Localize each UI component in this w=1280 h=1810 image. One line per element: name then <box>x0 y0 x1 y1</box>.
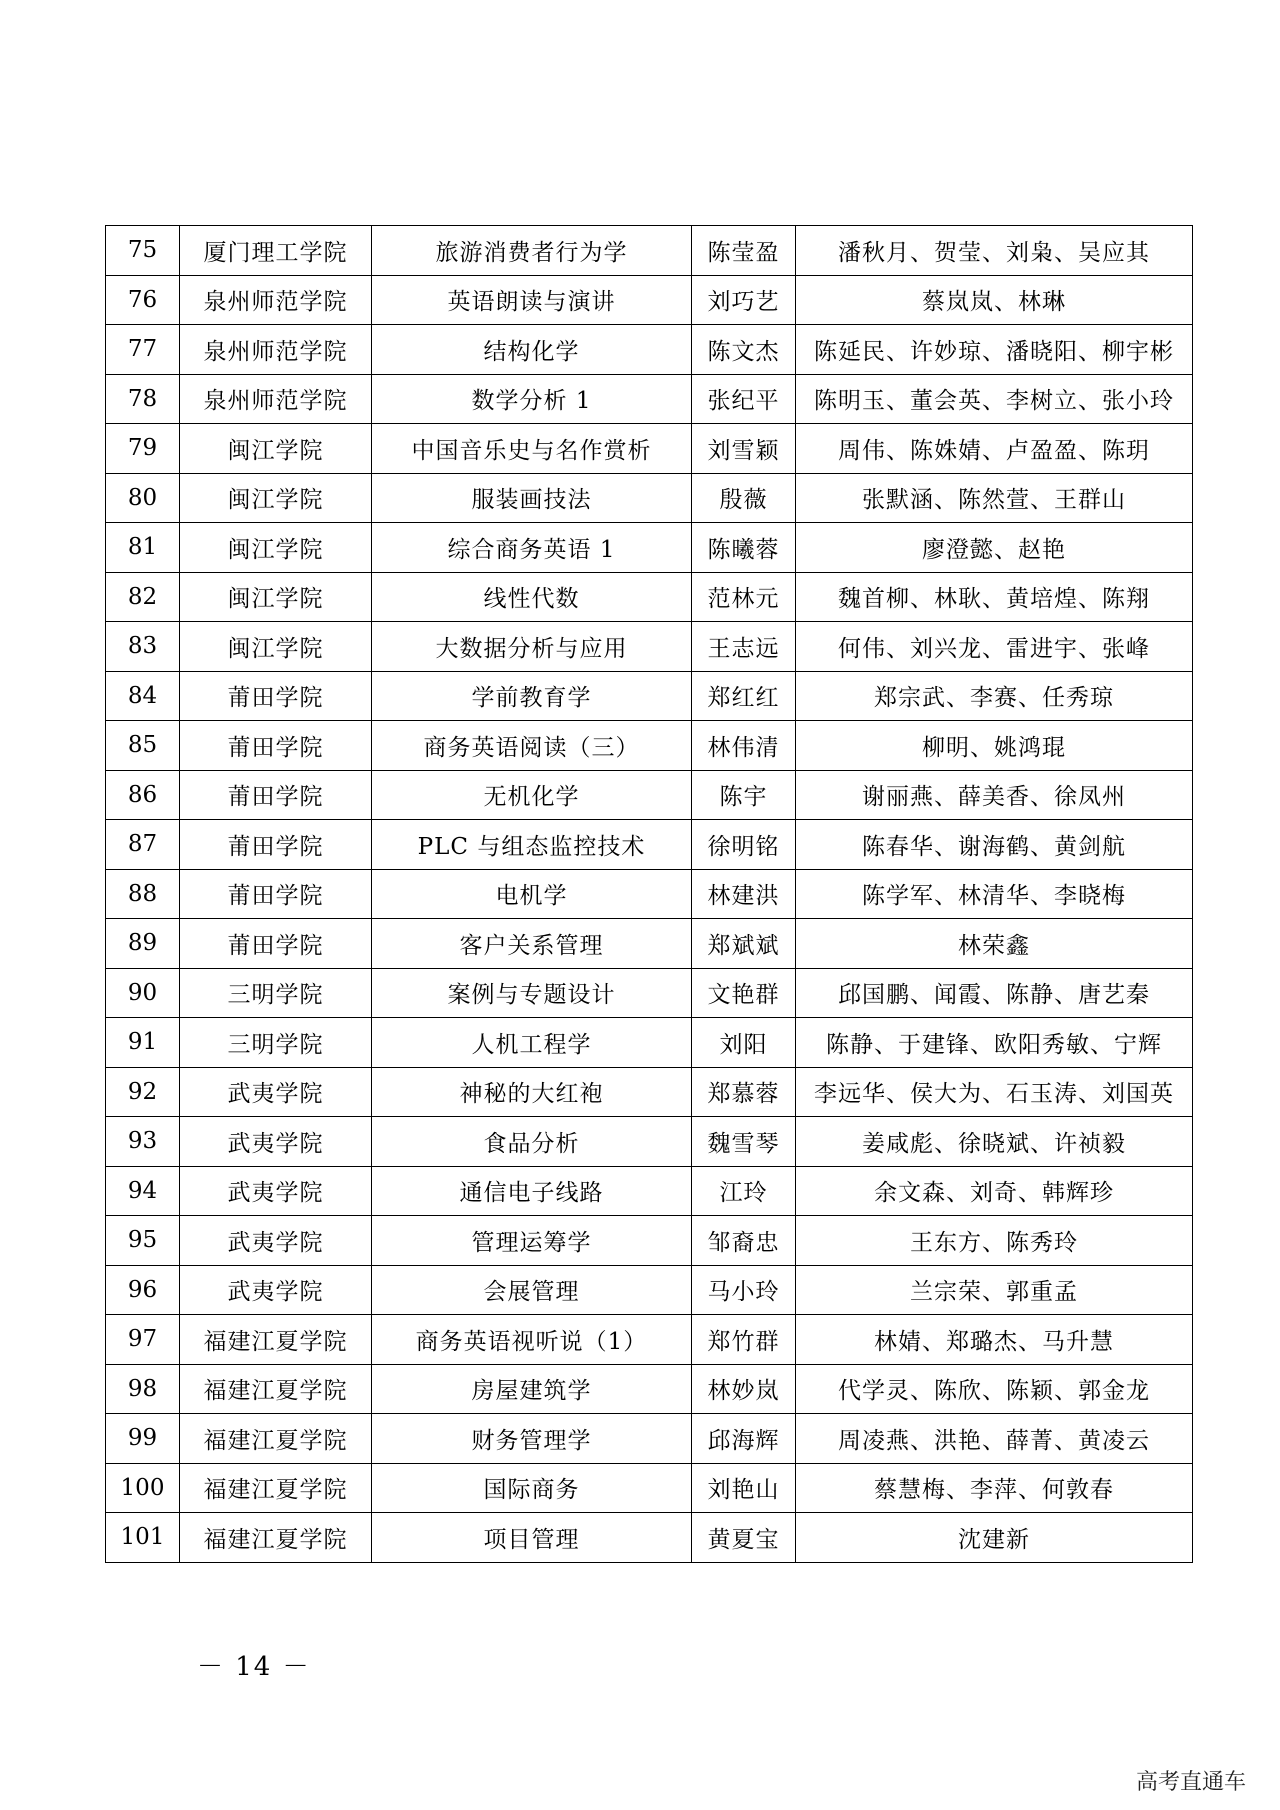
course-name-cell: 数学分析 1 <box>372 374 692 424</box>
school-cell: 武夷学院 <box>180 1216 372 1266</box>
school-cell: 武夷学院 <box>180 1166 372 1216</box>
course-name-cell: 项目管理 <box>372 1513 692 1563</box>
table-row <box>106 275 1193 325</box>
row-number-cell: 87 <box>106 820 180 870</box>
course-name-cell: 通信电子线路 <box>372 1166 692 1216</box>
school-cell: 泉州师范学院 <box>180 374 372 424</box>
course-leader-cell: 郑竹群 <box>692 1315 796 1365</box>
school-cell: 武夷学院 <box>180 1117 372 1167</box>
table-body <box>106 226 1193 1563</box>
table-row <box>106 325 1193 375</box>
course-list-table <box>105 225 1193 1563</box>
row-number-cell: 82 <box>106 572 180 622</box>
table-row <box>106 1315 1193 1365</box>
school-cell: 闽江学院 <box>180 572 372 622</box>
team-members-cell: 姜咸彪、徐晓斌、许祯毅 <box>796 1117 1193 1167</box>
row-number-cell: 100 <box>106 1463 180 1513</box>
course-name-cell: 房屋建筑学 <box>372 1364 692 1414</box>
table-row <box>106 473 1193 523</box>
course-leader-cell: 邹裔忠 <box>692 1216 796 1266</box>
row-number-cell: 76 <box>106 275 180 325</box>
row-number-cell: 77 <box>106 325 180 375</box>
course-name-cell: 国际商务 <box>372 1463 692 1513</box>
row-number-cell: 95 <box>106 1216 180 1266</box>
course-leader-cell: 殷薇 <box>692 473 796 523</box>
row-number-cell: 93 <box>106 1117 180 1167</box>
row-number-cell: 96 <box>106 1265 180 1315</box>
course-name-cell: 综合商务英语 1 <box>372 523 692 573</box>
row-number-cell: 81 <box>106 523 180 573</box>
table-row <box>106 572 1193 622</box>
table-row <box>106 1216 1193 1266</box>
course-name-cell: 客户关系管理 <box>372 919 692 969</box>
course-name-cell: 管理运筹学 <box>372 1216 692 1266</box>
course-leader-cell: 刘雪颖 <box>692 424 796 474</box>
course-name-cell: 学前教育学 <box>372 671 692 721</box>
course-leader-cell: 郑斌斌 <box>692 919 796 969</box>
school-cell: 福建江夏学院 <box>180 1463 372 1513</box>
table-row <box>106 1067 1193 1117</box>
course-leader-cell: 魏雪琴 <box>692 1117 796 1167</box>
row-number-cell: 75 <box>106 226 180 276</box>
course-name-cell: 案例与专题设计 <box>372 968 692 1018</box>
table-row <box>106 374 1193 424</box>
team-members-cell: 蔡岚岚、林琳 <box>796 275 1193 325</box>
team-members-cell: 兰宗荣、郭重孟 <box>796 1265 1193 1315</box>
course-name-cell: 结构化学 <box>372 325 692 375</box>
course-leader-cell: 刘巧艺 <box>692 275 796 325</box>
row-number-cell: 86 <box>106 770 180 820</box>
team-members-cell: 陈明玉、董会英、李树立、张小玲 <box>796 374 1193 424</box>
team-members-cell: 余文森、刘奇、韩辉珍 <box>796 1166 1193 1216</box>
course-leader-cell: 陈曦蓉 <box>692 523 796 573</box>
course-leader-cell: 邱海辉 <box>692 1414 796 1464</box>
row-number-cell: 99 <box>106 1414 180 1464</box>
team-members-cell: 谢丽燕、薛美香、徐凤州 <box>796 770 1193 820</box>
course-leader-cell: 刘艳山 <box>692 1463 796 1513</box>
row-number-cell: 84 <box>106 671 180 721</box>
table-row <box>106 968 1193 1018</box>
row-number-cell: 79 <box>106 424 180 474</box>
team-members-cell: 周伟、陈姝婧、卢盈盈、陈玥 <box>796 424 1193 474</box>
school-cell: 三明学院 <box>180 1018 372 1068</box>
course-leader-cell: 林建洪 <box>692 869 796 919</box>
course-leader-cell: 范林元 <box>692 572 796 622</box>
school-cell: 莆田学院 <box>180 770 372 820</box>
course-name-cell: 大数据分析与应用 <box>372 622 692 672</box>
course-name-cell: 英语朗读与演讲 <box>372 275 692 325</box>
school-cell: 莆田学院 <box>180 869 372 919</box>
course-leader-cell: 陈宇 <box>692 770 796 820</box>
table-row <box>106 226 1193 276</box>
school-cell: 福建江夏学院 <box>180 1315 372 1365</box>
table-row <box>106 1414 1193 1464</box>
school-cell: 闽江学院 <box>180 523 372 573</box>
team-members-cell: 郑宗武、李赛、任秀琼 <box>796 671 1193 721</box>
row-number-cell: 89 <box>106 919 180 969</box>
course-name-cell: 无机化学 <box>372 770 692 820</box>
course-leader-cell: 马小玲 <box>692 1265 796 1315</box>
course-name-cell: PLC 与组态监控技术 <box>372 820 692 870</box>
row-number-cell: 94 <box>106 1166 180 1216</box>
course-leader-cell: 文艳群 <box>692 968 796 1018</box>
course-leader-cell: 陈莹盈 <box>692 226 796 276</box>
school-cell: 莆田学院 <box>180 820 372 870</box>
team-members-cell: 魏首柳、林耿、黄培煌、陈翔 <box>796 572 1193 622</box>
course-leader-cell: 黄夏宝 <box>692 1513 796 1563</box>
school-cell: 莆田学院 <box>180 919 372 969</box>
course-name-cell: 神秘的大红袍 <box>372 1067 692 1117</box>
row-number-cell: 98 <box>106 1364 180 1414</box>
team-members-cell: 沈建新 <box>796 1513 1193 1563</box>
row-number-cell: 80 <box>106 473 180 523</box>
school-cell: 武夷学院 <box>180 1067 372 1117</box>
school-cell: 福建江夏学院 <box>180 1364 372 1414</box>
course-leader-cell: 徐明铭 <box>692 820 796 870</box>
school-cell: 泉州师范学院 <box>180 275 372 325</box>
course-name-cell: 电机学 <box>372 869 692 919</box>
page-number: － 14 － <box>197 1652 311 1682</box>
row-number-cell: 78 <box>106 374 180 424</box>
team-members-cell: 周凌燕、洪艳、薛菁、黄凌云 <box>796 1414 1193 1464</box>
team-members-cell: 蔡慧梅、李萍、何敦春 <box>796 1463 1193 1513</box>
course-leader-cell: 刘阳 <box>692 1018 796 1068</box>
course-leader-cell: 林妙岚 <box>692 1364 796 1414</box>
school-cell: 福建江夏学院 <box>180 1513 372 1563</box>
table-row <box>106 523 1193 573</box>
table-row <box>106 869 1193 919</box>
row-number-cell: 97 <box>106 1315 180 1365</box>
team-members-cell: 邱国鹏、闻霞、陈静、唐艺秦 <box>796 968 1193 1018</box>
course-leader-cell: 郑红红 <box>692 671 796 721</box>
course-leader-cell: 林伟清 <box>692 721 796 771</box>
course-name-cell: 食品分析 <box>372 1117 692 1167</box>
team-members-cell: 何伟、刘兴龙、雷进宇、张峰 <box>796 622 1193 672</box>
row-number-cell: 101 <box>106 1513 180 1563</box>
row-number-cell: 91 <box>106 1018 180 1068</box>
school-cell: 闽江学院 <box>180 622 372 672</box>
team-members-cell: 代学灵、陈欣、陈颖、郭金龙 <box>796 1364 1193 1414</box>
row-number-cell: 92 <box>106 1067 180 1117</box>
team-members-cell: 柳明、姚鸿琨 <box>796 721 1193 771</box>
team-members-cell: 李远华、侯大为、石玉涛、刘国英 <box>796 1067 1193 1117</box>
course-name-cell: 服装画技法 <box>372 473 692 523</box>
table-row <box>106 424 1193 474</box>
course-name-cell: 线性代数 <box>372 572 692 622</box>
table-row <box>106 1018 1193 1068</box>
course-leader-cell: 张纪平 <box>692 374 796 424</box>
table-row <box>106 770 1193 820</box>
table-row <box>106 820 1193 870</box>
table-row <box>106 671 1193 721</box>
row-number-cell: 90 <box>106 968 180 1018</box>
team-members-cell: 潘秋月、贺莹、刘枭、吴应其 <box>796 226 1193 276</box>
table-row <box>106 919 1193 969</box>
watermark-text: 高考直通车 <box>1135 1770 1246 1795</box>
course-name-cell: 商务英语阅读（三） <box>372 721 692 771</box>
school-cell: 三明学院 <box>180 968 372 1018</box>
team-members-cell: 林婧、郑璐杰、马升慧 <box>796 1315 1193 1365</box>
team-members-cell: 林荣鑫 <box>796 919 1193 969</box>
course-name-cell: 中国音乐史与名作赏析 <box>372 424 692 474</box>
table-row <box>106 1513 1193 1563</box>
course-leader-cell: 郑慕蓉 <box>692 1067 796 1117</box>
team-members-cell: 王东方、陈秀玲 <box>796 1216 1193 1266</box>
school-cell: 福建江夏学院 <box>180 1414 372 1464</box>
course-leader-cell: 王志远 <box>692 622 796 672</box>
table-row <box>106 1166 1193 1216</box>
team-members-cell: 陈延民、许妙琼、潘晓阳、柳宇彬 <box>796 325 1193 375</box>
row-number-cell: 85 <box>106 721 180 771</box>
team-members-cell: 陈静、于建锋、欧阳秀敏、宁辉 <box>796 1018 1193 1068</box>
school-cell: 莆田学院 <box>180 671 372 721</box>
school-cell: 武夷学院 <box>180 1265 372 1315</box>
table-row <box>106 1463 1193 1513</box>
table-row <box>106 1265 1193 1315</box>
table-row <box>106 622 1193 672</box>
school-cell: 厦门理工学院 <box>180 226 372 276</box>
course-name-cell: 商务英语视听说（1） <box>372 1315 692 1365</box>
team-members-cell: 陈学军、林清华、李晓梅 <box>796 869 1193 919</box>
course-leader-cell: 陈文杰 <box>692 325 796 375</box>
row-number-cell: 83 <box>106 622 180 672</box>
school-cell: 闽江学院 <box>180 473 372 523</box>
course-name-cell: 人机工程学 <box>372 1018 692 1068</box>
school-cell: 泉州师范学院 <box>180 325 372 375</box>
table-row <box>106 1364 1193 1414</box>
table-row <box>106 721 1193 771</box>
table-row <box>106 1117 1193 1167</box>
team-members-cell: 陈春华、谢海鹤、黄剑航 <box>796 820 1193 870</box>
team-members-cell: 廖澄懿、赵艳 <box>796 523 1193 573</box>
school-cell: 闽江学院 <box>180 424 372 474</box>
school-cell: 莆田学院 <box>180 721 372 771</box>
course-name-cell: 财务管理学 <box>372 1414 692 1464</box>
row-number-cell: 88 <box>106 869 180 919</box>
course-leader-cell: 江玲 <box>692 1166 796 1216</box>
course-name-cell: 旅游消费者行为学 <box>372 226 692 276</box>
team-members-cell: 张默涵、陈然萱、王群山 <box>796 473 1193 523</box>
course-name-cell: 会展管理 <box>372 1265 692 1315</box>
